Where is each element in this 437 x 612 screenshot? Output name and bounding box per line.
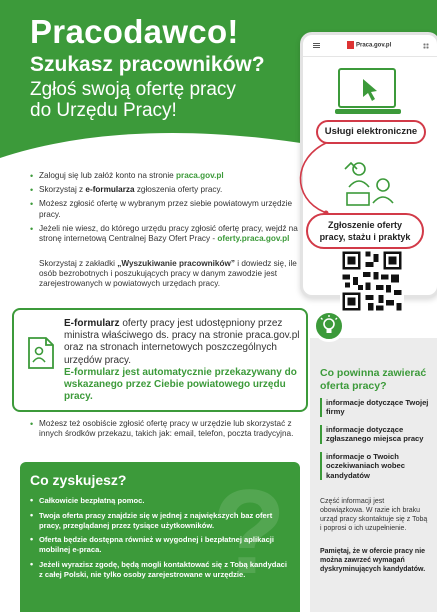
qr-code: [340, 249, 404, 313]
tip-bold: „Wyszukiwanie pracowników”: [117, 259, 235, 268]
mandatory-info-note: Część informacji jest obowiązkowa. W razie ich braku urząd pracy skontaktuje się z Tobą i poprosi o ich uzupełnienie.: [320, 498, 428, 532]
pill-job-offer: [306, 213, 424, 249]
list-item-text: zgłoszenia oferty pracy.: [134, 185, 223, 195]
question-mark-decor: ?: [212, 465, 286, 599]
list-item-bold: e-formularza: [85, 185, 135, 195]
link-oferty-praca[interactable]: oferty.praca.gov.pl: [217, 234, 290, 244]
lightbulb-icon: [316, 313, 342, 339]
list-item-text: Zaloguj się lub załóż konto na stronie: [39, 171, 176, 180]
e-form-box: [12, 308, 308, 412]
list-item: [30, 199, 300, 219]
phone-top-bar: [303, 35, 437, 57]
tip-text: Skorzystaj z zakładki: [39, 259, 118, 268]
list-item: • Możesz też osobiście zgłosić ofertę pracy w urzędzie lub skorzystać z innych środków przekazu, takich jak: email, telefon, poczta tradycyjna.: [30, 419, 300, 439]
site-logo: [347, 41, 391, 49]
hero-line-a: Zgłoś swoją ofertę pracy: [30, 79, 236, 100]
grid-dots-icon: [423, 43, 429, 49]
list-item-text: Jeżeli nie wiesz, do którego urzędu pracy zgłosić ofertę pracy, wejdź na stronę internetową Centralnej Bazy Ofert Pracy -: [39, 223, 298, 244]
pill-job-offer-line2: pracy, stażu i praktyk: [319, 232, 411, 242]
form-document-icon: [26, 336, 56, 370]
benefit-item: • Całkowicie bezpłatną pomoc.: [30, 496, 292, 506]
hero-subtitle: Szukasz pracowników?: [30, 53, 265, 76]
benefit-item: • Jeżeli wyrazisz zgodę, będą mogli kontaktować się z Tobą kandydaci z całej Polski, nie tylko osoby zarejestrowane w urzędzie.: [30, 560, 292, 580]
tip-text: i dowiedz się, ile osób bezrobotnych i poszukujących pracy w danym zawodzie jest zarejestrowanych w powiatowych urzędach pracy.: [39, 259, 297, 289]
benefits-title: Co zyskujesz?: [30, 472, 127, 488]
pill-job-offer-line1: Zgłoszenie oferty: [327, 220, 402, 230]
list-item-text: Skorzystaj z: [39, 185, 86, 195]
menu-icon: [313, 43, 320, 48]
computer-cursor-icon: [333, 65, 407, 123]
e-form-desc: oferty pracy jest udostępniony przez ministra właściwego ds. pracy na stronie praca.gov.pl oraz na stronach internetowych poszczególnych urzędów pracy.: [64, 318, 300, 366]
e-form-green-note: E-formularz jest automatycznie przekazywany do wskazanego przez Ciebie powiatowego urzędu pracy.: [64, 366, 297, 403]
benefit-item: • Oferta będzie dostępna również w wygodnej i bezpłatnej aplikacji mobilnej e-praca.: [30, 535, 292, 555]
offer-contents-title: Co powinna zawierać oferta pracy?: [320, 367, 427, 392]
e-form-text: [64, 318, 302, 403]
discrimination-note: Pamiętaj, że w ofercie pracy nie można zawrzeć wymagań dyskryminujących kandydatów.: [320, 548, 426, 573]
eagle-icon: [347, 41, 354, 49]
hero-title: Pracodawco!: [30, 13, 239, 50]
list-item: [30, 224, 300, 244]
link-praca-gov[interactable]: praca.gov.pl: [176, 171, 224, 180]
site-logo-text: Praca.gov.pl: [356, 42, 392, 49]
people-icon: [339, 157, 405, 213]
benefits-box: [20, 462, 300, 612]
instructions-list: [30, 171, 300, 248]
pill-e-services: Usługi elektroniczne: [316, 120, 426, 144]
hero-line-b: do Urzędu Pracy!: [30, 100, 177, 121]
e-form-bold: E-formularz: [64, 318, 120, 329]
lightbulb-badge: [313, 310, 345, 342]
benefit-item: • Twoja oferta pracy znajdzie się w jednej z największych baz ofert pracy, przeglądanej przez tysiące użytkowników.: [30, 511, 292, 531]
offer-contents-item: informacje dotyczące zgłaszanego miejsca pracy: [320, 425, 430, 444]
list-item: [30, 185, 300, 195]
search-tip: [39, 259, 301, 290]
alt-channels-list: [30, 419, 300, 439]
hero-text: [30, 14, 265, 121]
benefits-list: [30, 496, 292, 585]
offer-contents-item: informacje o Twoich oczekiwaniach wobec kandydatów: [320, 452, 430, 480]
list-item: [30, 171, 300, 181]
list-item-text: Możesz zgłosić ofertę w wybranym przez siebie powiatowym urzędzie pracy.: [39, 199, 292, 219]
offer-contents-item: informacje dotyczące Twojej firmy: [320, 398, 430, 417]
